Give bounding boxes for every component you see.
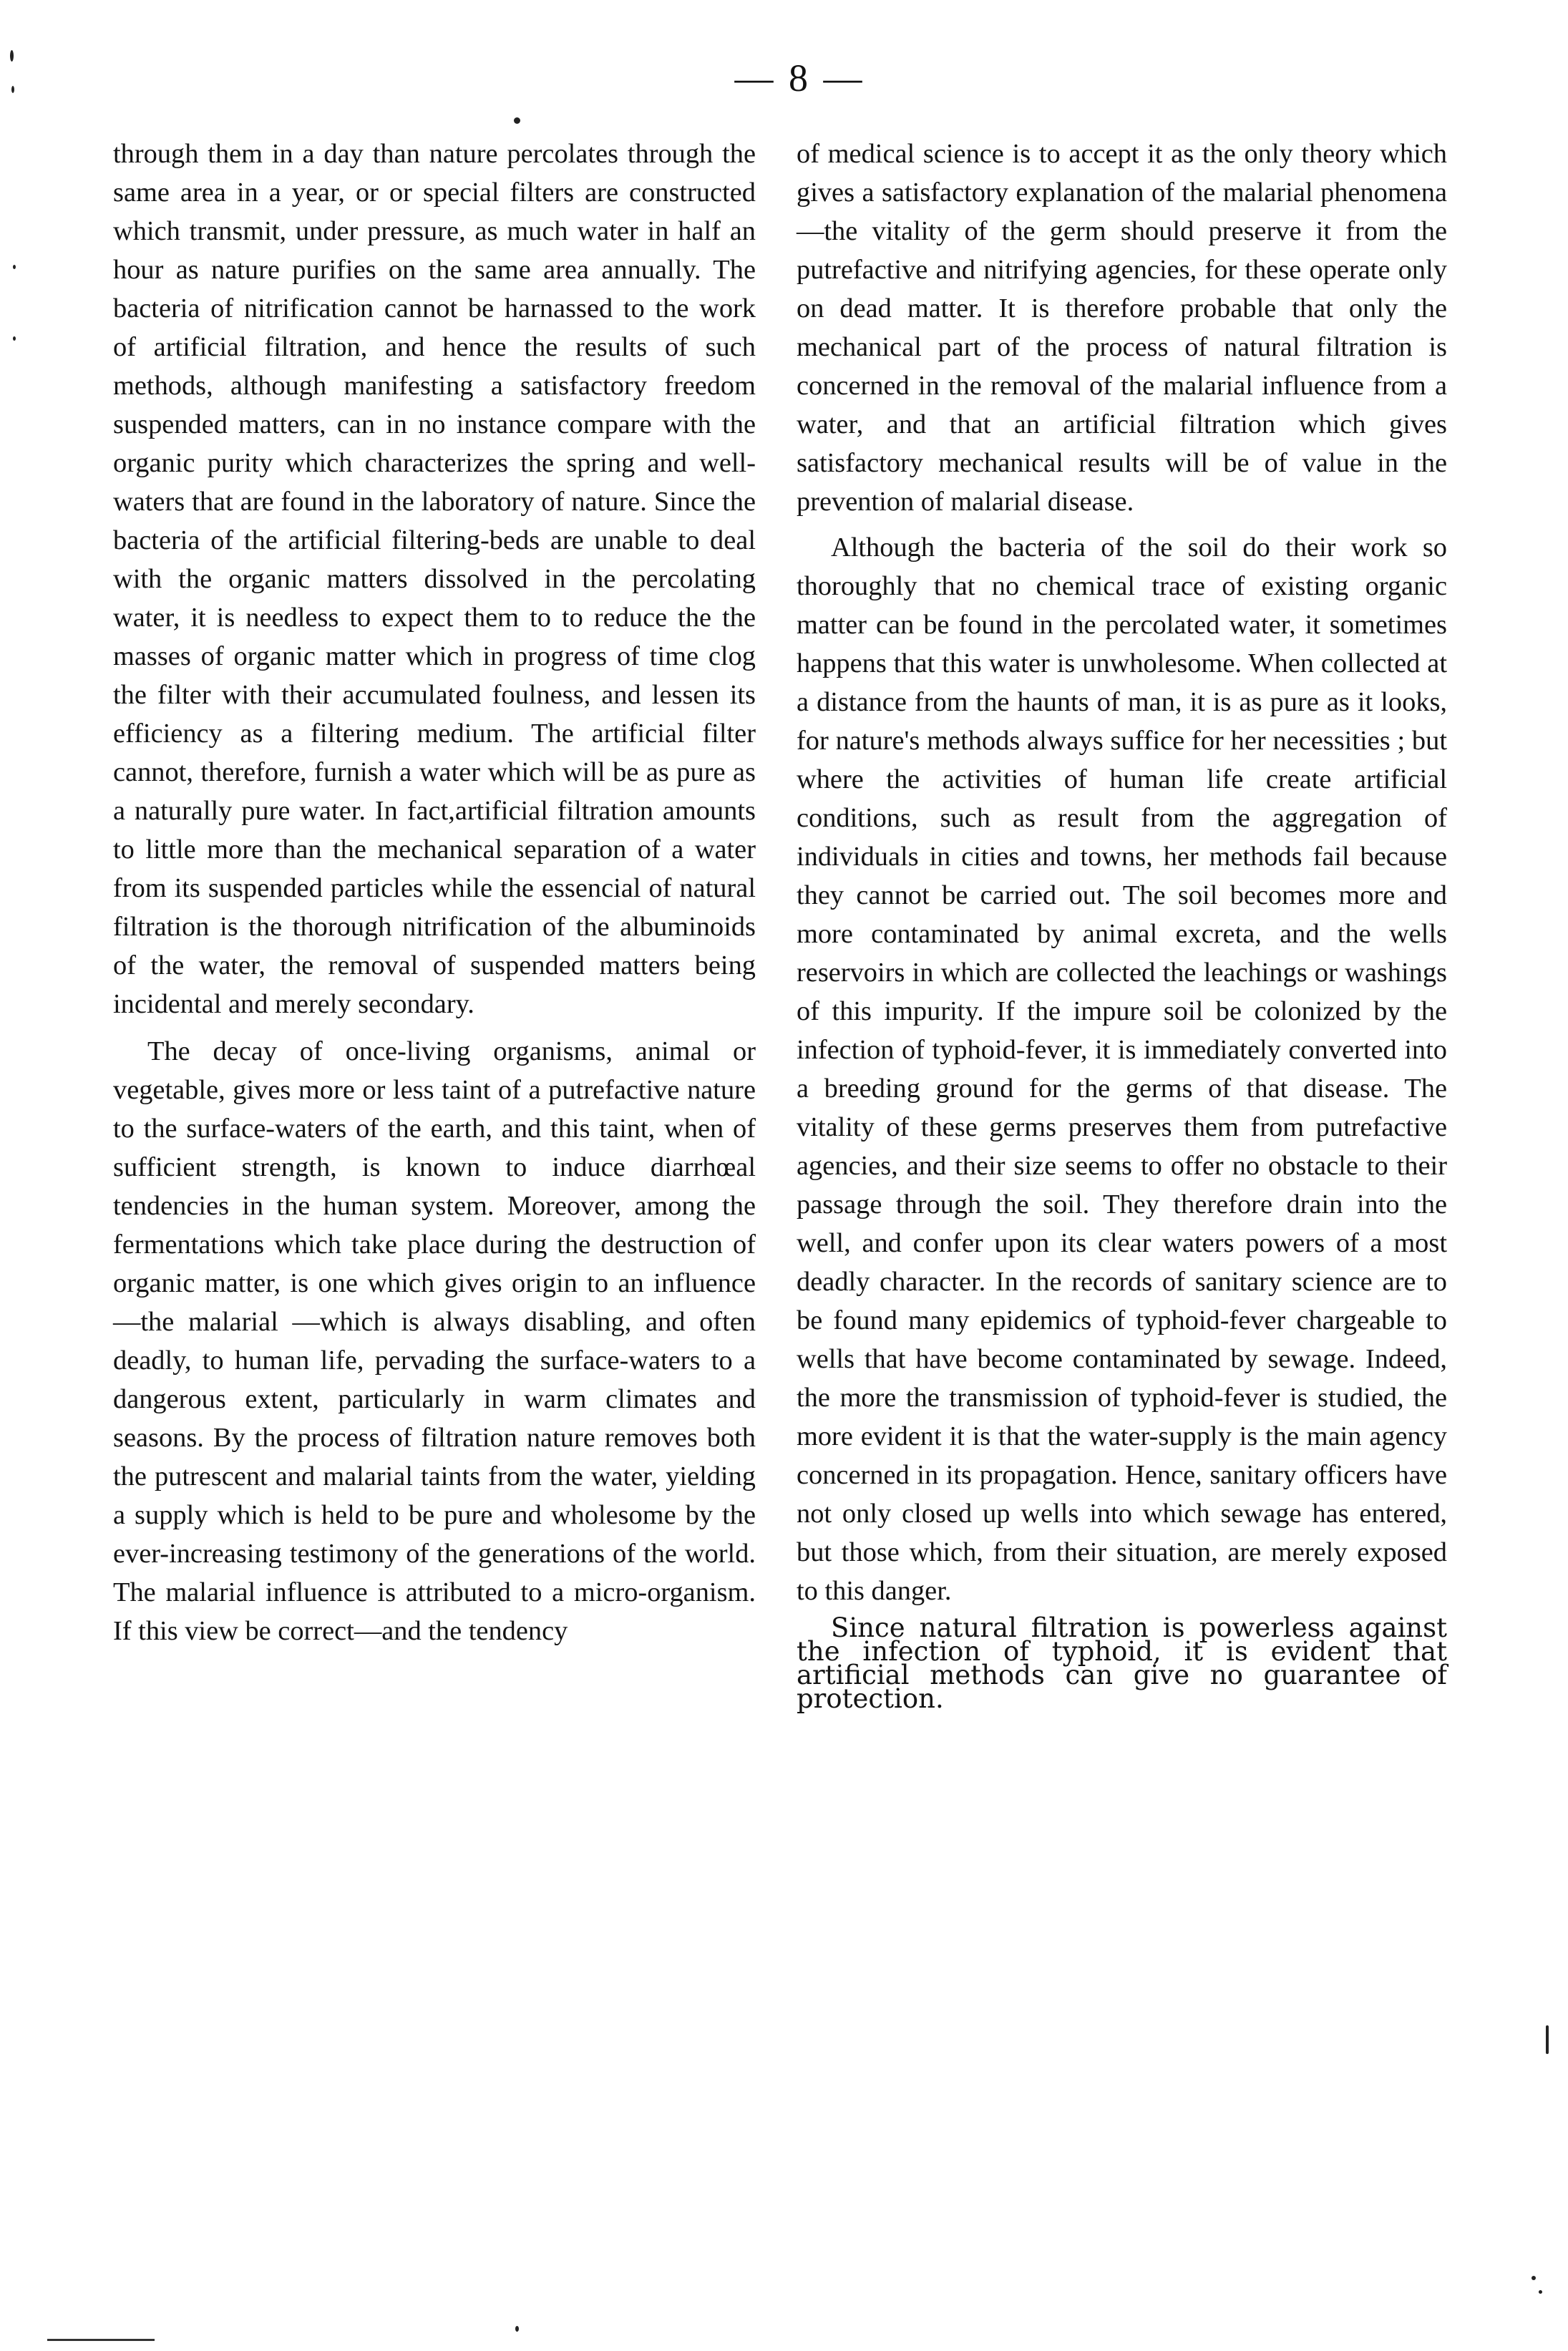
scan-speck — [13, 336, 16, 341]
left-column — [113, 135, 756, 1650]
right-paragraph-3: Since natural filtration is powerless against the infection of typhoid, it is evident that artificial methods can give no guarantee of protection. — [797, 1612, 1447, 1714]
scan-speck — [514, 117, 520, 124]
scan-speck — [13, 265, 16, 269]
right-paragraph-1: of medical science is to accept it as the only theory which gives a satisfactory explanation of the malarial phenomena—the vitality of the germ should preserve it from the putrefactive and nitrifying agencies, for these operate only on dead matter. It is therefore probable that only the mechanical part of the process of natural filtration is concerned in the removal of the malarial influence from a water, and that an artificial filtration which gives satisfactory mechanical results will be of value in the prevention of malarial disease. — [797, 139, 1447, 517]
left-paragraph-1: through them in a day than nature percolates through the same area in a year, or or special filters are constructed which transmit, under pressure, as much water in half an hour as nature purifies on the same area annually. The bacteria of nitrification cannot be harnassed to the work of artificial filtration, and hence the results of such methods, although manifesting a satisfactory freedom suspended matters, can in no instance compare with the organic purity which characterizes the spring and well-waters that are found in the laboratory of nature. Since the bacteria of the artificial filtering-beds are unable to deal with the organic matters dissolved in the percolating water, it is needless to expect them to to reduce the the masses of organic matter which in progress of time clog the filter with their accumulated foulness, and lessen its efficiency as a filtering medium. The artificial filter cannot, therefore, furnish a water which will be as pure as a naturally pure water. In fact,artificial filtration amounts to little more than the mechanical separation of a water from its suspended particles while the essencial of natural filtration is the thorough nitrification of the albuminoids of the water, the removal of suspended matters being incidental and merely secondary. — [113, 139, 756, 1019]
scan-speck — [1532, 2276, 1536, 2280]
right-paragraph-2: Although the bacteria of the soil do their work so thoroughly that no chemical trace of existing organic matter can be found in the percolated water, it sometimes happens that this water is unwholesome. When collected at a distance from the haunts of man, it is as pure as it looks, for nature's methods always suffice for her necessities ; but where the activities of human life create artificial conditions, such as result from the aggregation of individuals in cities and towns, her methods fail because they cannot be carried out. The soil becomes more and more contaminated by animal excreta, and the wells reservoirs in which are collected the leachings or washings of this impurity. If the impure soil be colonized by the infection of typhoid-fever, it is immediately converted into a breeding ground for the germs of that disease. The vitality of these germs preserves them from putrefactive agencies, and their size seems to offer no obstacle to their passage through the soil. They therefore drain into the well, and confer upon its clear waters powers of a most deadly character. In the records of sanitary science are to be found many epidemics of typhoid-fever chargeable to wells that have become contaminated by sewage. Indeed, the more the transmission of typhoid-fever is studied, the more evident it is that the water-supply is the main agency concerned in its propagation. Hence, sanitary officers have not only closed up wells into which sewage has entered, but those which, from their situation, are merely exposed to this danger. — [797, 532, 1447, 1606]
scan-edge-mark — [47, 2339, 155, 2341]
scan-speck — [1539, 2290, 1542, 2294]
page-number-text: — 8 — — [734, 57, 865, 99]
scan-speck — [1546, 2025, 1549, 2054]
left-paragraph-2: The decay of once-living organisms, animal or vegetable, gives more or less taint of a putrefactive nature to the surface-waters of the earth, and this taint, when of sufficient strength, is known to induce diarrhœal tendencies in the human system. Moreover, among the fermentations which take place during the destruction of organic matter, is one which gives origin to an influence—the malarial —which is always disabling, and often deadly, to human life, pervading the surface-waters to a dangerous extent, particularly in warm climates and seasons. By the process of filtration nature removes both the putrescent and malarial taints from the water, yielding a supply which is held to be pure and wholesome by the ever-increasing testimony of the generations of the world. The malarial influence is attributed to a micro-organism. If this view be correct—and the tendency — [113, 1036, 756, 1646]
scan-speck — [11, 86, 14, 93]
scan-speck — [515, 2326, 519, 2332]
page-number — [0, 56, 1568, 100]
scan-speck — [10, 50, 14, 62]
right-column — [797, 135, 1447, 1714]
